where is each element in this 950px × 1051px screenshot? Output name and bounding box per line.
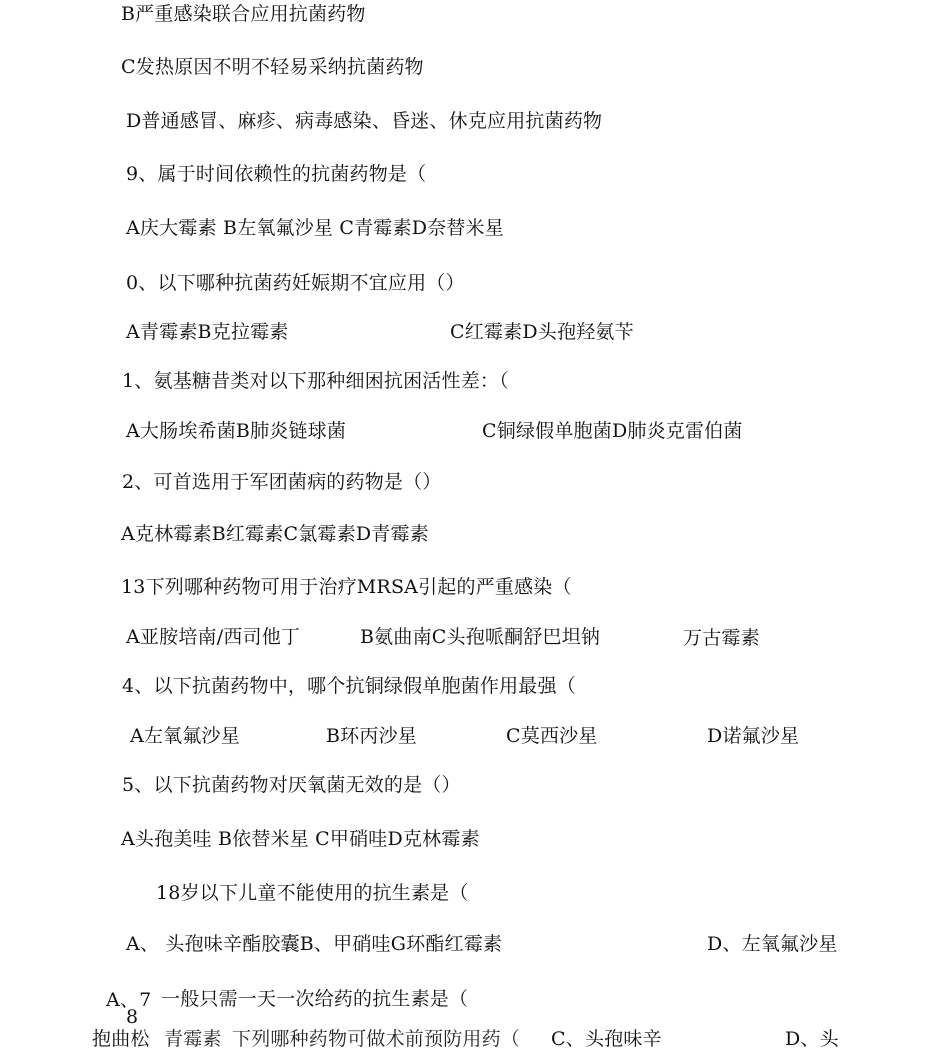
option-line: A克林霉素B红霉素C氯霉素D青霉素 bbox=[121, 523, 429, 545]
option-line: 万古霉素 bbox=[683, 627, 760, 649]
option-line: C铜绿假单胞菌D肺炎克雷伯菌 bbox=[482, 420, 743, 442]
question-line: 18岁以下儿童不能使用的抗生素是（ bbox=[156, 882, 469, 904]
option-line: D普通感冒、麻疹、病毒感染、昏迷、休克应用抗菌药物 bbox=[126, 110, 603, 132]
question-number: 8 bbox=[126, 1006, 139, 1028]
option-line: A庆大霉素 B左氧氟沙星 C青霉素D奈替米星 bbox=[126, 217, 504, 239]
option-line: A亚胺培南/西司他丁 bbox=[126, 626, 301, 648]
option-line: A大肠埃希菌B肺炎链球菌 bbox=[126, 420, 347, 442]
question-line: 一般只需一天一次给药的抗生素是（ bbox=[161, 988, 469, 1010]
option-line: A青霉素B克拉霉素 bbox=[126, 321, 289, 343]
option-line: D、左氧氟沙星 bbox=[707, 933, 838, 955]
option-line: C、头孢味辛 bbox=[551, 1028, 662, 1050]
option-line: 抱曲松 bbox=[92, 1028, 150, 1050]
question-line: 2、可首选用于军团菌病的药物是（） bbox=[122, 471, 442, 493]
option-line: A、 头孢味辛酯胶囊B、甲硝哇G环酯红霉素 bbox=[126, 933, 503, 955]
option-line: C红霉素D头孢羟氨苄 bbox=[450, 321, 634, 343]
option-line: B环丙沙星 bbox=[326, 725, 417, 747]
question-line: 1、氨基糖昔类对以下那种细困抗困活性差：（ bbox=[122, 370, 509, 392]
option-line: C发热原因不明不轻易采纳抗菌药物 bbox=[121, 56, 424, 78]
question-line: 下列哪种药物可做术前预防用药（ bbox=[232, 1028, 521, 1050]
option-line: A左氧氟沙星 bbox=[130, 725, 240, 747]
option-line: B严重感染联合应用抗菌药物 bbox=[121, 3, 366, 25]
question-line: 9、属于时间依赖性的抗菌药物是（ bbox=[126, 163, 427, 185]
option-line: D、头 bbox=[785, 1028, 839, 1050]
question-line: 0、以下哪种抗菌药妊娠期不宜应用（） bbox=[126, 272, 465, 294]
question-number: A、7 bbox=[106, 989, 152, 1011]
option-line: B氨曲南C头孢哌酮舒巴坦钠 bbox=[360, 626, 601, 648]
option-line: C莫西沙星 bbox=[506, 725, 598, 747]
question-line: 13下列哪种药物可用于治疗MRSA引起的严重感染（ bbox=[121, 576, 572, 598]
option-line: A头孢美哇 B依替米星 C甲硝哇D克林霉素 bbox=[121, 828, 480, 850]
question-line: 4、以下抗菌药物中，哪个抗铜绿假单胞菌作用最强（ bbox=[122, 675, 576, 697]
option-line: D诺氟沙星 bbox=[707, 725, 800, 747]
question-line: 5、以下抗菌药物对厌氧菌无效的是（） bbox=[122, 774, 461, 796]
option-line: 青霉素 bbox=[164, 1028, 222, 1050]
